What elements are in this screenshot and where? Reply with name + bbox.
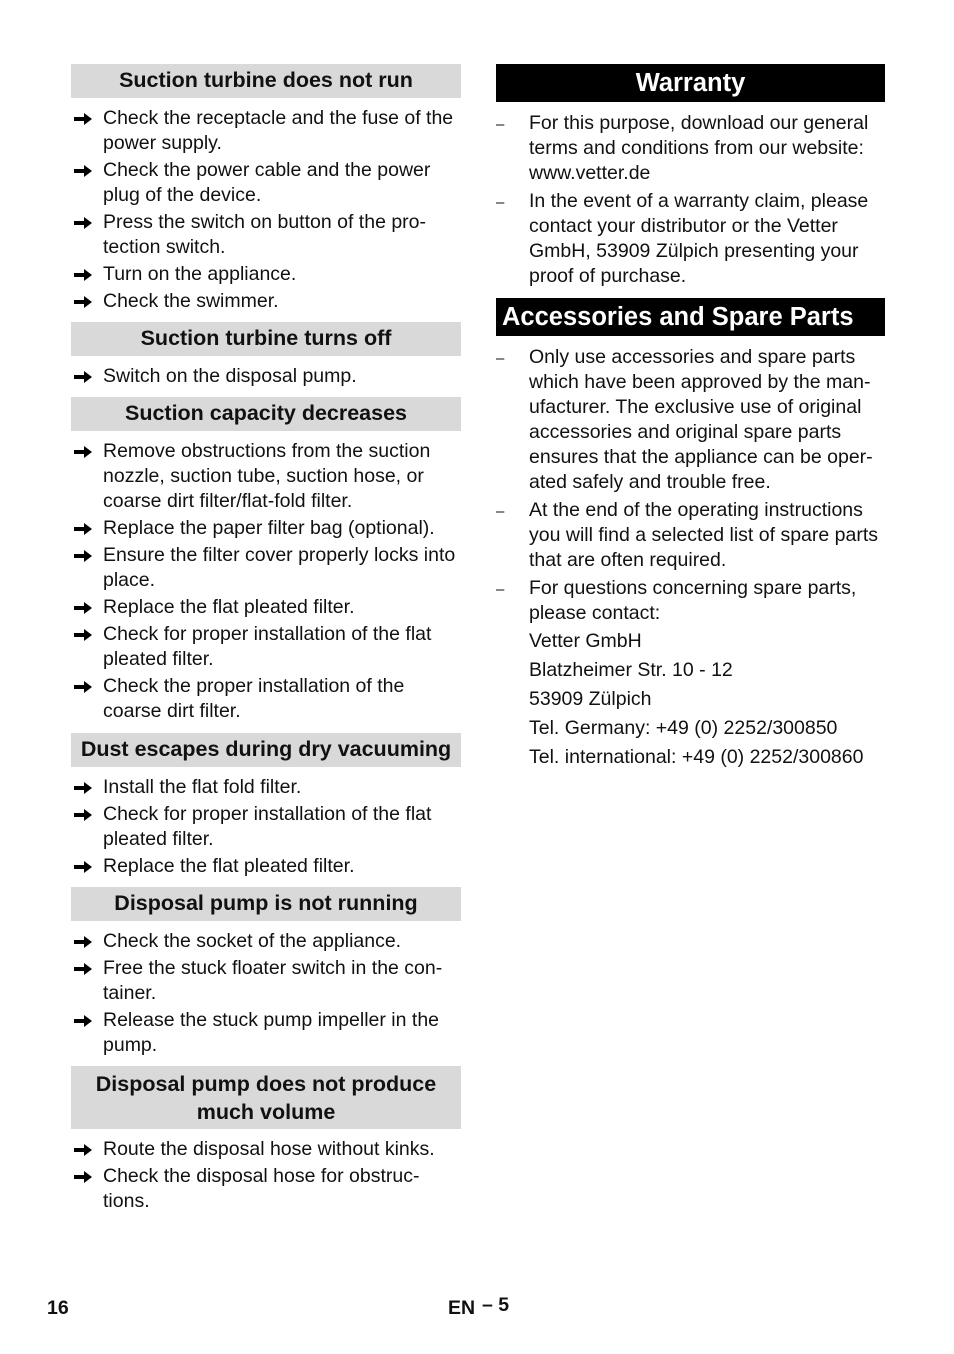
contact-street: Blatzheimer Str. 10 - 12: [529, 659, 733, 681]
left-column: [71, 64, 461, 1216]
dash-list: [496, 345, 885, 771]
list-item: Press the switch on button of the pro-tection switch.: [71, 210, 461, 260]
section-disposal-pump-not-running: [71, 887, 461, 1058]
list-item: – For this purpose, download our general terms and conditions from our website: www.vetter.de: [496, 112, 869, 184]
arrow-right-icon: [74, 549, 92, 563]
list-item: Release the stuck pump impeller in the pump.: [71, 1008, 461, 1058]
contact-phone-international: Tel. international: +49 (0) 2252/300860: [529, 746, 864, 768]
list-item: Check for proper installation of the flat pleated filter.: [71, 622, 461, 672]
dash-bullet: –: [496, 194, 505, 211]
section-heading: Suction capacity decreases: [71, 397, 461, 431]
arrow-right-icon: [74, 216, 92, 230]
arrow-right-icon: [74, 295, 92, 309]
list-item: Check the proper installation of the coarse dirt filter.: [71, 674, 461, 724]
arrow-right-icon: [74, 680, 92, 694]
arrow-right-icon: [74, 860, 92, 874]
list-item: Check the receptacle and the fuse of the power supply.: [71, 106, 461, 156]
section-accessories: [496, 298, 885, 771]
arrow-right-icon: [74, 1170, 92, 1184]
footer-subpage: – 5: [482, 1294, 510, 1316]
bullet-list: [71, 775, 461, 879]
dash-bullet: –: [496, 350, 505, 367]
list-item: Ensure the filter cover properly locks into place.: [71, 543, 461, 593]
section-warranty: [496, 64, 885, 289]
list-item: Remove obstructions from the suction nozzle, suction tube, suction hose, or coarse dirt filter/flat-fold filter.: [71, 439, 461, 514]
bullet-list: [71, 929, 461, 1058]
list-item: Check the disposal hose for obstruc-tions.: [71, 1164, 461, 1214]
section-heading: Accessories and Spare Parts: [496, 298, 885, 336]
list-item: Check the power cable and the power plug of the device.: [71, 158, 461, 208]
arrow-right-icon: [74, 935, 92, 949]
dash-bullet: –: [496, 503, 505, 520]
section-suction-turbine-not-run: [71, 64, 461, 314]
section-dust-escapes: [71, 733, 461, 879]
section-heading: Dust escapes during dry vacuuming: [71, 733, 461, 767]
arrow-right-icon: [74, 370, 92, 384]
bullet-list: [71, 364, 461, 389]
arrow-right-icon: [74, 522, 92, 536]
section-heading: Suction turbine turns off: [71, 322, 461, 356]
page-number: 16: [47, 1297, 69, 1319]
dash-bullet: –: [496, 581, 505, 598]
contact-phone-germany: Tel. Germany: +49 (0) 2252/300850: [529, 717, 838, 739]
section-disposal-pump-low-volume: [71, 1066, 461, 1214]
bullet-list: [71, 106, 461, 314]
list-item: Replace the paper filter bag (optional).: [71, 516, 461, 541]
arrow-right-icon: [74, 808, 92, 822]
arrow-right-icon: [74, 164, 92, 178]
arrow-right-icon: [74, 628, 92, 642]
arrow-right-icon: [74, 112, 92, 126]
contact-city: 53909 Zülpich: [529, 688, 652, 710]
dash-list: [496, 111, 885, 289]
list-item: Check the swimmer.: [71, 289, 461, 314]
section-suction-capacity-decreases: [71, 397, 461, 724]
list-item: Install the flat fold filter.: [71, 775, 461, 800]
section-heading: Disposal pump is not running: [71, 887, 461, 921]
arrow-right-icon: [74, 268, 92, 282]
arrow-right-icon: [74, 781, 92, 795]
arrow-right-icon: [74, 1143, 92, 1157]
section-heading: Disposal pump does not produce much volume: [71, 1066, 461, 1129]
list-item: Switch on the disposal pump.: [71, 364, 461, 389]
list-item: Route the disposal hose without kinks.: [71, 1137, 461, 1162]
arrow-right-icon: [74, 1014, 92, 1028]
list-item: – At the end of the operating instructions you will find a selected list of spare parts that are often required.: [496, 499, 879, 571]
arrow-right-icon: [74, 962, 92, 976]
dash-bullet: –: [496, 116, 505, 133]
arrow-right-icon: [74, 601, 92, 615]
footer-language: EN: [448, 1297, 476, 1319]
section-suction-turbine-turns-off: [71, 322, 461, 389]
list-item: – Only use accessories and spare parts which have been approved by the man-ufacturer. The exclusive use of original accessories and original spare parts ensures that the appliance can be oper-ated safely and trouble free.: [496, 346, 873, 493]
arrow-right-icon: [74, 445, 92, 459]
list-item: Check the socket of the appliance.: [71, 929, 461, 954]
list-item: Replace the flat pleated filter.: [71, 595, 461, 620]
list-item: Check for proper installation of the flat pleated filter.: [71, 802, 461, 852]
bullet-list: [71, 439, 461, 724]
bullet-list: [71, 1137, 461, 1214]
list-item: – In the event of a warranty claim, please contact your distributor or the Vetter GmbH, 53909 Zülpich presenting your proof of purchase.: [496, 190, 869, 287]
list-item: Free the stuck floater switch in the con-tainer.: [71, 956, 461, 1006]
section-heading: Warranty: [496, 64, 885, 102]
section-heading: Suction turbine does not run: [71, 64, 461, 98]
right-column: [496, 64, 885, 774]
contact-company: Vetter GmbH: [529, 630, 642, 652]
list-item: – For questions concerning spare parts, please contact: Vetter GmbH Blatzheimer Str. 10 - 12 53909 Zülpich Tel. Germany: +49 (0) 2252/300850 Tel. international: +49 (0) 2252/300860: [496, 576, 885, 771]
list-item: Replace the flat pleated filter.: [71, 854, 461, 879]
list-item: Turn on the appliance.: [71, 262, 461, 287]
